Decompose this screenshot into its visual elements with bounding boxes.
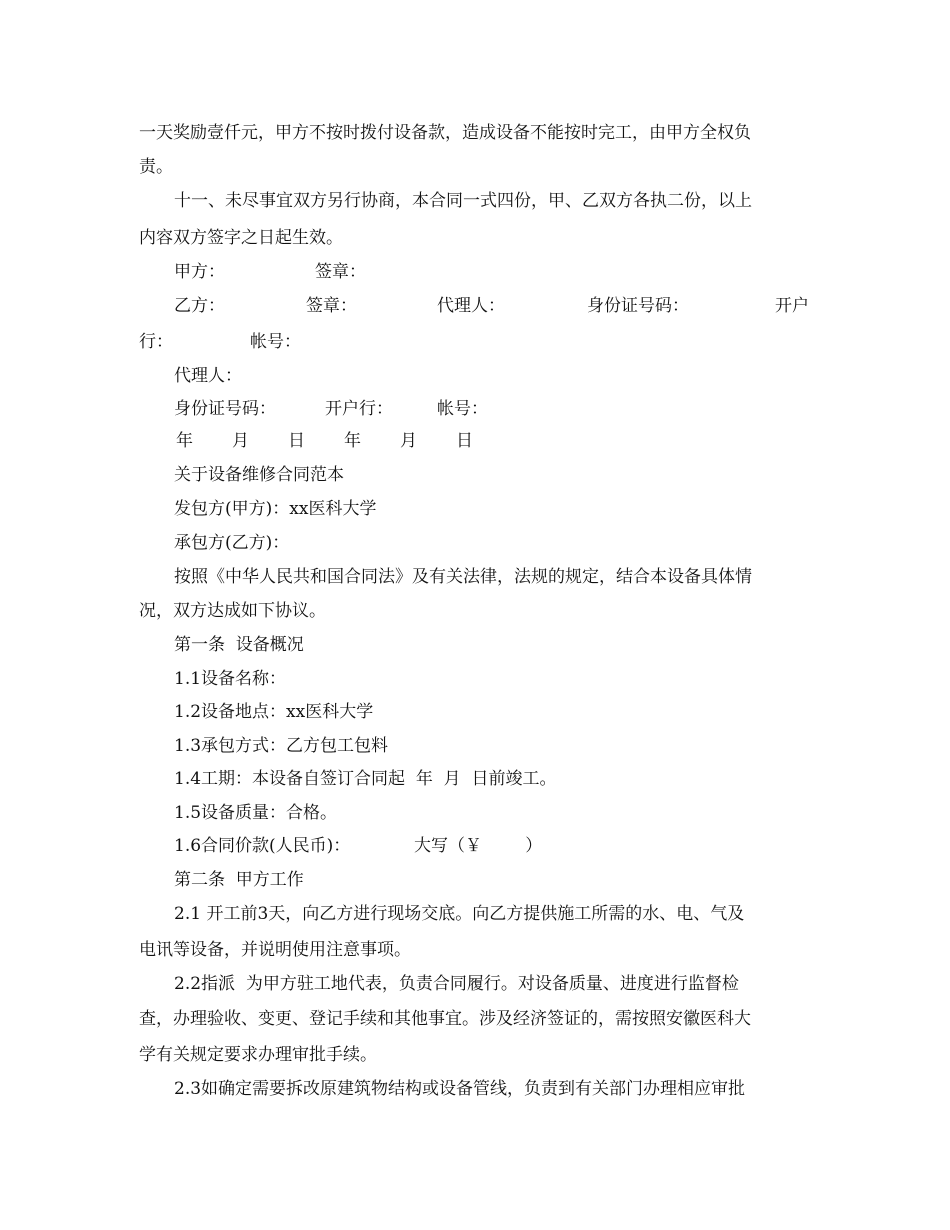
contractor-line: 承包方(乙方)：	[174, 533, 290, 553]
preamble-line2: 况，双方达成如下协议。	[139, 601, 326, 621]
clause10-continued-line2: 责。	[139, 157, 173, 177]
article1-title: 第一条 设备概况	[174, 635, 304, 655]
agent-id-label: 身份证号码：	[174, 399, 276, 419]
clause11-line1: 十一、未尽事宜双方另行协商，本合同一式四份，甲、乙双方各执二份，以上	[174, 191, 752, 211]
article1-item-2: 1.2设备地点：xx医科大学	[174, 702, 374, 722]
agent-bank-label: 开户行：	[325, 399, 393, 419]
party-a-label: 甲方：	[174, 262, 225, 282]
agent-details-row	[0, 399, 950, 419]
party-b-bank-label-part2: 行：	[139, 332, 173, 352]
party-b-signature-row	[0, 296, 950, 316]
article2-title: 第二条 甲方工作	[174, 870, 304, 890]
article1-item-1: 1.1设备名称：	[174, 669, 287, 689]
agent-label: 代理人：	[174, 366, 242, 386]
preamble-line1: 按照《中华人民共和国合同法》及有关法律，法规的规定，结合本设备具体情	[174, 567, 752, 587]
contract-price-label: 1.6合同价款(人民币)：	[174, 836, 351, 856]
article2-item2-line3: 学有关规定要求办理审批手续。	[139, 1045, 377, 1065]
date-day-1: 日	[288, 431, 305, 451]
party-b-id-label: 身份证号码：	[587, 296, 689, 316]
contract-title: 关于设备维修合同范本	[174, 465, 344, 485]
date-year-1: 年	[176, 431, 193, 451]
party-b-account-label: 帐号：	[250, 332, 301, 352]
contract-price-words: 大写（￥ ）	[414, 836, 543, 856]
article1-item-6	[0, 836, 950, 856]
article1-item-5: 1.5设备质量：合格。	[174, 803, 338, 823]
article2-item2-line2: 查，办理验收、变更、登记手续和其他事宜。涉及经济签证的，需按照安徽医科大	[139, 1009, 751, 1029]
employer-line: 发包方(甲方)：xx医科大学	[174, 499, 377, 519]
party-a-seal-label: 签章：	[315, 262, 366, 282]
article2-item3-line1: 2.3如确定需要拆改原建筑物结构或设备管线，负责到有关部门办理相应审批	[174, 1079, 746, 1099]
party-b-label: 乙方：	[174, 296, 225, 316]
party-a-signature-row	[0, 262, 950, 282]
date-day-2: 日	[456, 431, 473, 451]
article1-item-3: 1.3承包方式：乙方包工包料	[174, 736, 389, 756]
date-month-2: 月	[400, 431, 417, 451]
date-year-2: 年	[344, 431, 361, 451]
party-b-seal-label: 签章：	[306, 296, 357, 316]
agent-account-label: 帐号：	[437, 399, 488, 419]
article2-item2-line1: 2.2指派 为甲方驻工地代表，负责合同履行。对设备质量、进度进行监督检	[174, 974, 739, 994]
party-b-bank-row	[0, 332, 950, 352]
article1-item-4: 1.4工期：本设备自签订合同起 年 月 日前竣工。	[174, 769, 557, 789]
clause10-continued-line1: 一天奖励壹仟元，甲方不按时拨付设备款，造成设备不能按时完工，由甲方全权负	[139, 123, 751, 143]
date-row	[0, 431, 950, 451]
article2-item1-line2: 电讯等设备，并说明使用注意事项。	[139, 940, 411, 960]
party-b-agent-label: 代理人：	[437, 296, 505, 316]
clause11-line2: 内容双方签字之日起生效。	[139, 228, 343, 248]
party-b-bank-label-part1: 开户	[775, 296, 809, 316]
date-month-1: 月	[232, 431, 249, 451]
article2-item1-line1: 2.1 开工前3天，向乙方进行现场交底。向乙方提供施工所需的水、电、气及	[174, 904, 745, 924]
